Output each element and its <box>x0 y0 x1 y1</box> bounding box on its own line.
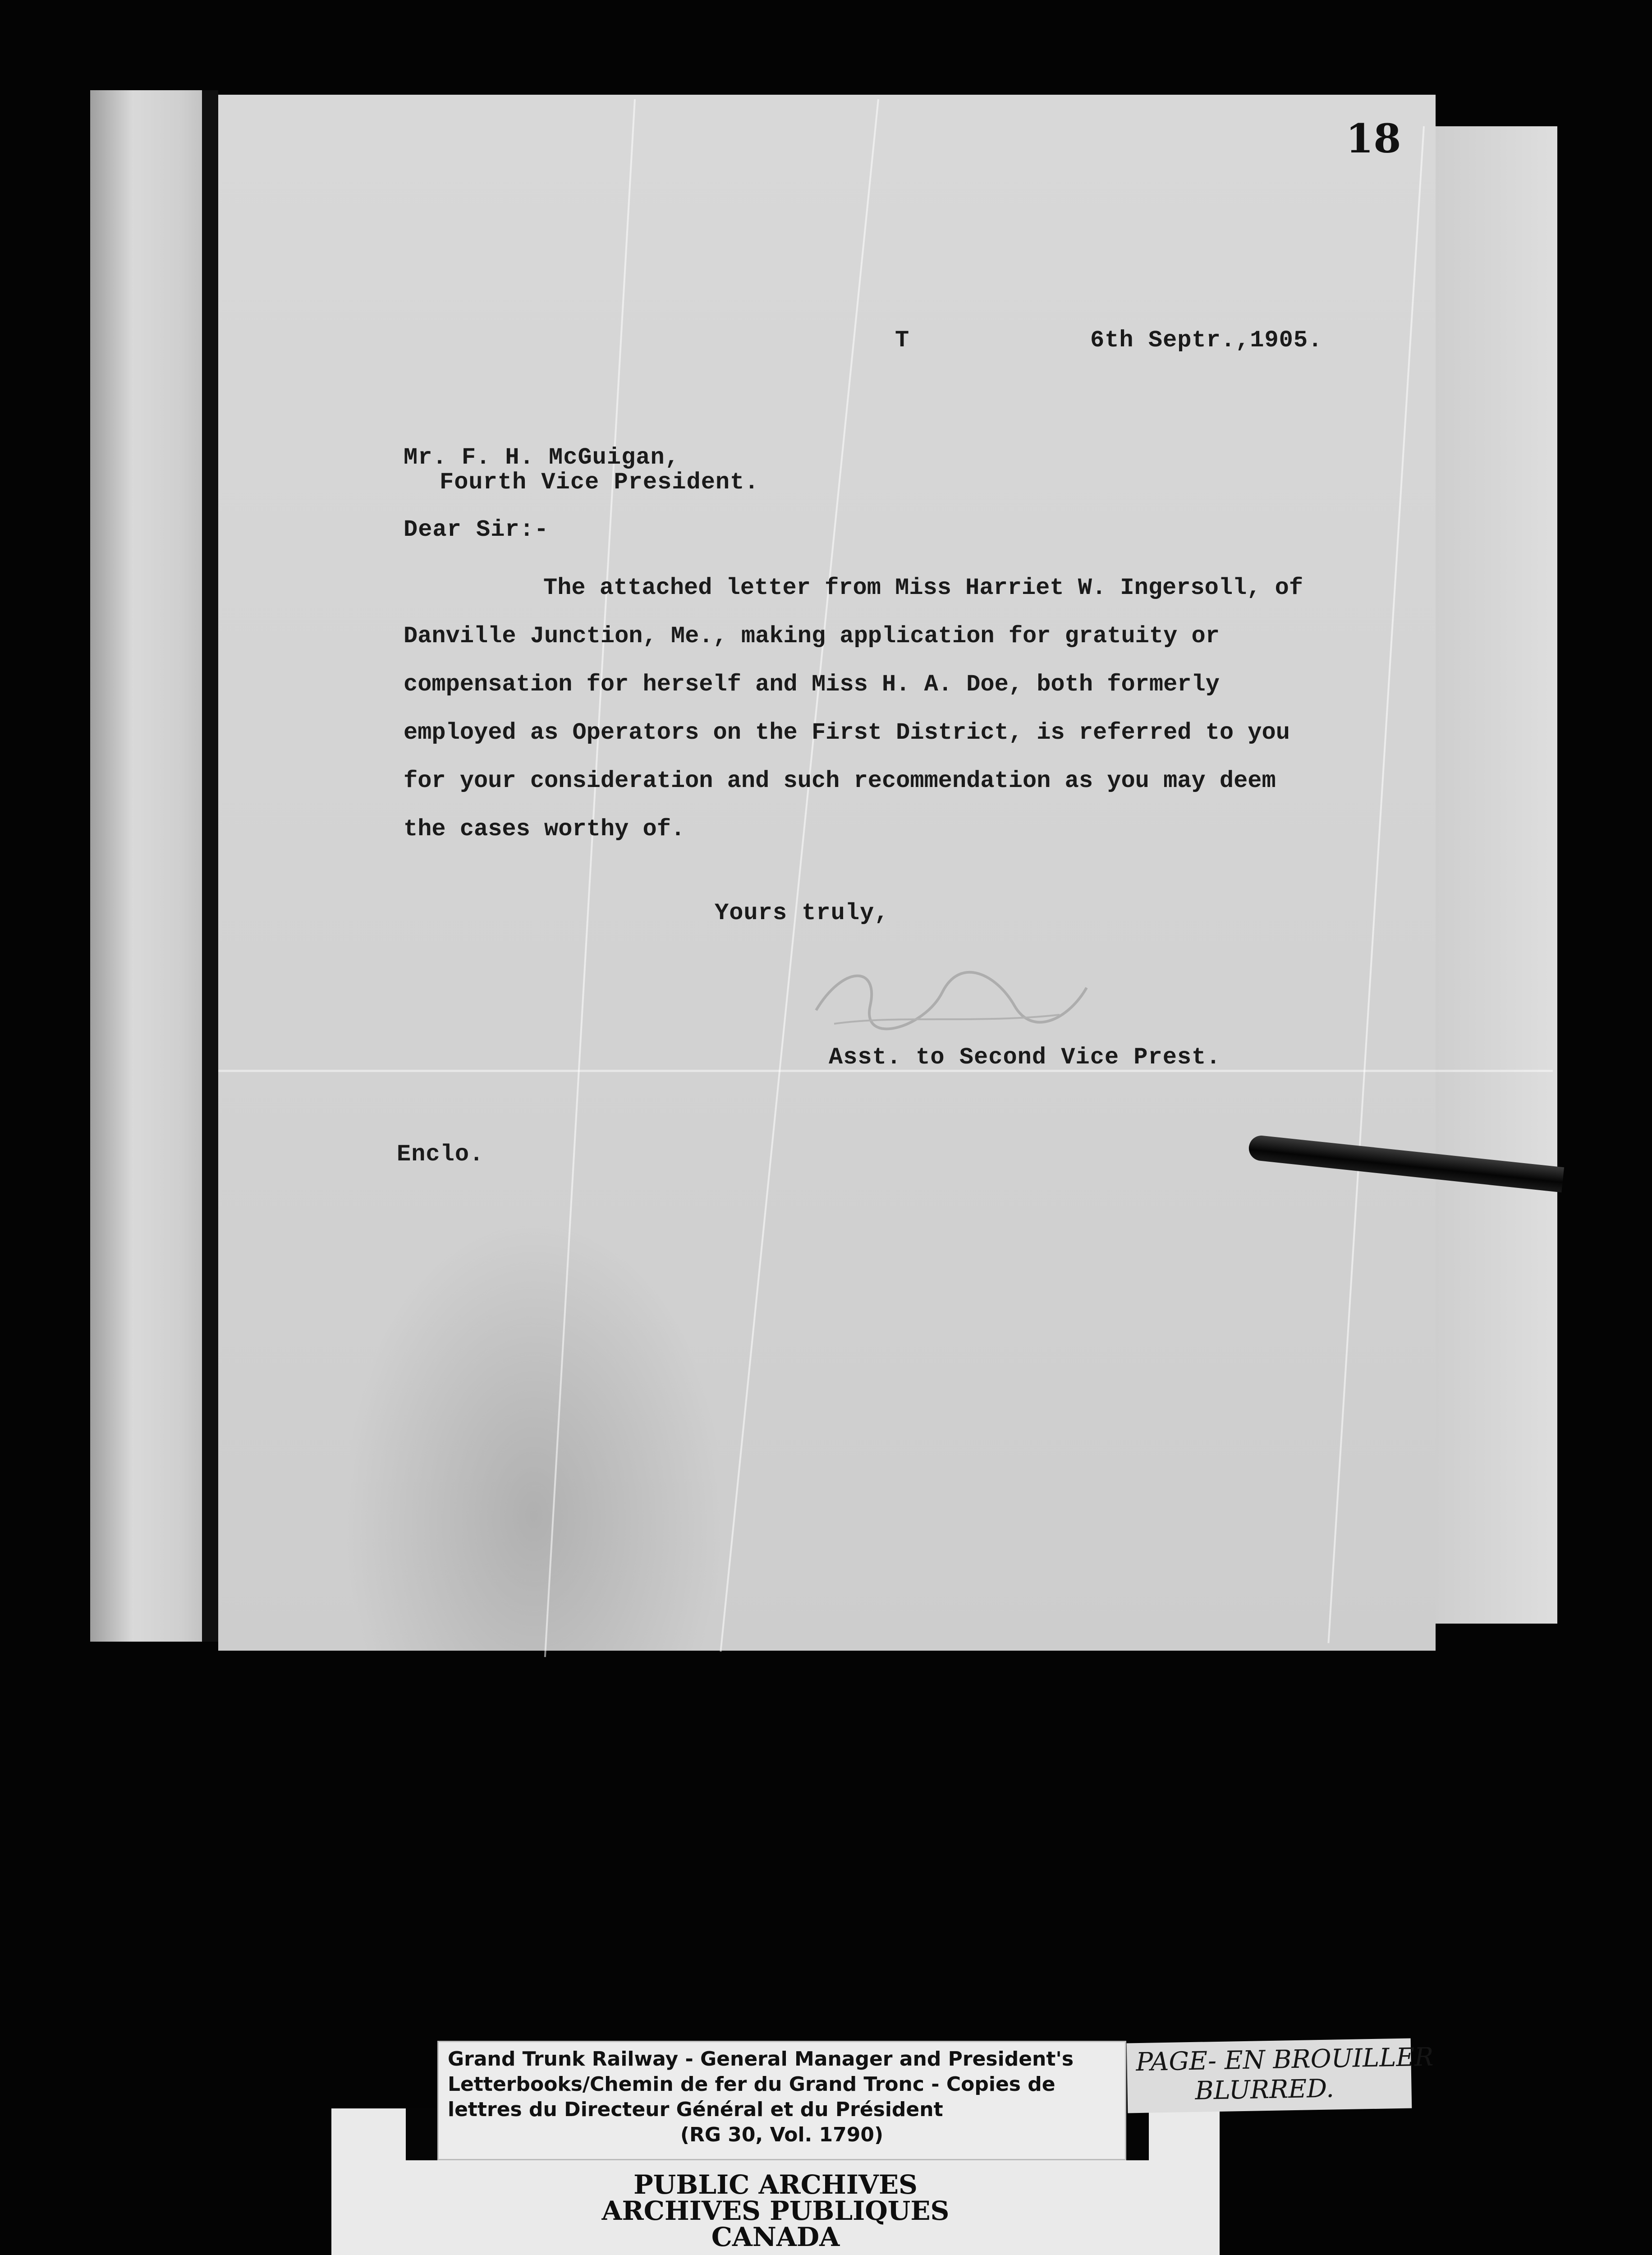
closing: Yours truly, <box>715 900 889 926</box>
body-line: employed as Operators on the First District, is referred to you <box>404 719 1290 746</box>
letter-marker: T <box>895 327 910 354</box>
binding-edge <box>202 90 218 1642</box>
body-line: Danville Junction, Me., making application for gratuity or <box>404 623 1220 649</box>
body-line: compensation for herself and Miss H. A. Doe, both formerly <box>404 671 1220 698</box>
letterbook-binding <box>90 90 212 1642</box>
page-number: 18 <box>1346 115 1401 162</box>
handwritten-note <box>1127 2039 1434 2113</box>
body-line: the cases worthy of. <box>404 816 685 842</box>
stamp-line: PUBLIC ARCHIVES <box>633 2169 918 2200</box>
enclosure-note: Enclo. <box>397 1141 484 1168</box>
label-line: lettres du Directeur Général et du Président <box>448 2098 943 2121</box>
body-line: The attached letter from Miss Harriet W. Ingersoll, of <box>543 575 1303 601</box>
stamp-line: ARCHIVES PUBLIQUES <box>601 2195 950 2226</box>
salutation: Dear Sir:- <box>404 516 549 543</box>
addressee-name: Mr. F. H. McGuigan, <box>404 444 679 471</box>
letter-body <box>404 564 1337 853</box>
archive-stamp <box>331 2169 1220 2252</box>
label-line: Grand Trunk Railway - General Manager and President's <box>448 2048 1074 2071</box>
stamp-line: CANADA <box>711 2222 840 2252</box>
archive-reference-label <box>437 2041 1126 2160</box>
faded-signature <box>807 956 1096 1042</box>
signer-title: Asst. to Second Vice Prest. <box>829 1044 1221 1071</box>
stamp-notch-right <box>1126 2108 1149 2160</box>
body-line: for your consideration and such recommendation as you may deem <box>404 768 1276 794</box>
addressee-title: Fourth Vice President. <box>440 469 759 496</box>
letter-date: 6th Septr.,1905. <box>1090 327 1323 354</box>
label-line: (RG 30, Vol. 1790) <box>680 2123 884 2146</box>
note-line: BLURRED. <box>1194 2074 1335 2106</box>
note-line: PAGE- EN BROUILLER <box>1135 2042 1434 2077</box>
label-line: Letterbooks/Chemin de fer du Grand Tronc - Copies de <box>448 2073 1055 2096</box>
stamp-notch-left <box>406 2108 437 2160</box>
